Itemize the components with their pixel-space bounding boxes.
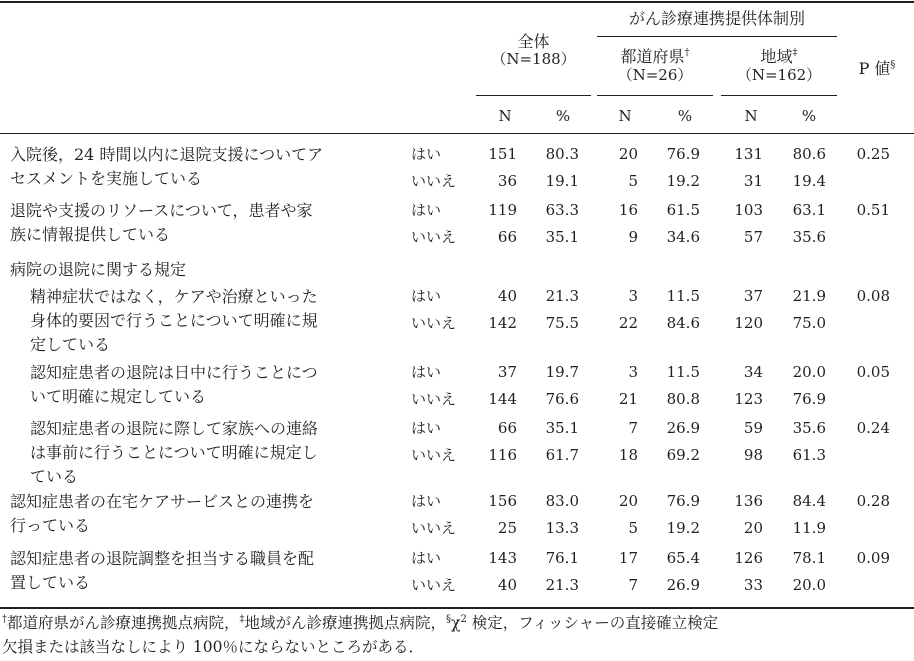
table-cell: 20 xyxy=(743,519,763,537)
table-cell: 131 xyxy=(734,145,763,163)
table-cell: 21.3 xyxy=(545,287,579,305)
answer-label: はい xyxy=(411,492,442,510)
table-cell: 126 xyxy=(734,549,763,567)
table-cell: 20 xyxy=(618,145,638,163)
table-cell: 5 xyxy=(628,172,638,190)
table-cell: 76.9 xyxy=(666,492,700,510)
table-cell: 66 xyxy=(497,228,517,246)
table-cell: 21 xyxy=(618,390,638,408)
answer-label: いいえ xyxy=(411,390,457,408)
col-pref-n: N xyxy=(618,107,632,125)
row-label-line: セスメントを実施している xyxy=(10,169,203,188)
table-cell: 37 xyxy=(497,363,517,381)
table-cell: 22 xyxy=(618,314,638,332)
table-cell: 76.1 xyxy=(545,549,579,567)
table-cell: 103 xyxy=(734,201,763,219)
table-cell: 33 xyxy=(743,576,763,594)
table-cell: 3 xyxy=(628,363,638,381)
p-value-cell: 0.25 xyxy=(856,145,890,163)
footnote-line-2: 欠損または該当なしにより 100％にならないところがある． xyxy=(2,638,425,656)
table-cell: 57 xyxy=(743,228,763,246)
table-cell: 59 xyxy=(743,419,763,437)
col-pref-pct: % xyxy=(677,107,693,125)
table-cell: 26.9 xyxy=(666,576,700,594)
table-cell: 25 xyxy=(497,519,517,537)
table-cell: 98 xyxy=(743,446,763,464)
total-n: （N=188） xyxy=(491,50,576,68)
table-cell: 31 xyxy=(743,172,763,190)
footnote-line-1: †都道府県がん診療連携拠点病院，‡地域がん診療連携拠点病院，$^\S\chi^2$ 検定，フィッシャーの直接確立検定 xyxy=(2,613,719,632)
table-cell: 76.6 xyxy=(545,390,579,408)
col-region-pct: % xyxy=(801,107,817,125)
table-cell: 37 xyxy=(743,287,763,305)
table-cell: 20.0 xyxy=(792,576,826,594)
table-cell: 80.6 xyxy=(792,145,826,163)
row-label-line: 行っている xyxy=(10,516,91,535)
table-cell: 19.2 xyxy=(666,172,700,190)
table-cell: 75.5 xyxy=(545,314,579,332)
table-cell: 80.3 xyxy=(545,145,579,163)
table-cell: 84.6 xyxy=(666,314,700,332)
answer-label: はい xyxy=(411,419,442,437)
table-cell: 65.4 xyxy=(666,549,700,567)
table-cell: 19.1 xyxy=(545,172,579,190)
table-cell: 5 xyxy=(628,519,638,537)
group-header-rule xyxy=(597,36,837,37)
dagger-mark: † xyxy=(684,47,690,59)
table-cell: 9 xyxy=(628,228,638,246)
table-cell: 61.7 xyxy=(545,446,579,464)
table-cell: 63.3 xyxy=(545,201,579,219)
region-label: 地域‡ xyxy=(760,47,798,66)
row-label-line: 認知症患者の退院に際して家族への連絡 xyxy=(30,419,319,438)
table-cell: 63.1 xyxy=(792,201,826,219)
header-bottom-rule xyxy=(0,133,914,134)
answer-label: はい xyxy=(411,363,442,381)
table-cell: 34.6 xyxy=(666,228,700,246)
answer-label: いいえ xyxy=(411,519,457,537)
answer-label: はい xyxy=(411,145,442,163)
answer-label: いいえ xyxy=(411,446,457,464)
region-subrule xyxy=(721,95,837,96)
table-cell: 35.6 xyxy=(792,419,826,437)
table-cell: 143 xyxy=(488,549,517,567)
p-value-cell: 0.05 xyxy=(856,363,890,381)
table-cell: 136 xyxy=(734,492,763,510)
table-cell: 116 xyxy=(488,446,517,464)
row-label-line: 退院や支援のリソースについて，患者や家 xyxy=(10,201,313,220)
table-bottom-rule xyxy=(0,607,914,609)
top-rule xyxy=(0,1,914,3)
answer-label: いいえ xyxy=(411,228,457,246)
row-label-line: 認知症患者の在宅ケアサービスとの連携を xyxy=(10,492,315,511)
pvalue-label: P 値§ xyxy=(858,59,896,78)
table-cell: 61.5 xyxy=(666,201,700,219)
p-value-cell: 0.51 xyxy=(856,201,890,219)
table-cell: 142 xyxy=(488,314,517,332)
table-cell: 76.9 xyxy=(792,390,826,408)
table-cell: 7 xyxy=(628,419,638,437)
table-cell: 61.3 xyxy=(792,446,826,464)
table-cell: 21.9 xyxy=(792,287,826,305)
table-cell: 84.4 xyxy=(792,492,826,510)
section-heading: 病院の退院に関する規定 xyxy=(10,260,187,279)
table-cell: 144 xyxy=(488,390,517,408)
answer-label: いいえ xyxy=(411,172,457,190)
total-subrule xyxy=(476,95,591,96)
table-cell: 83.0 xyxy=(545,492,579,510)
table-cell: 34 xyxy=(743,363,763,381)
table-cell: 20.0 xyxy=(792,363,826,381)
table-cell: 76.9 xyxy=(666,145,700,163)
table-cell: 151 xyxy=(488,145,517,163)
table-cell: 123 xyxy=(734,390,763,408)
table-cell: 80.8 xyxy=(666,390,700,408)
group-title: がん診療連携提供体制別 xyxy=(628,9,805,28)
row-label-line: 置している xyxy=(10,573,91,592)
answer-label: はい xyxy=(411,287,442,305)
table-cell: 35.6 xyxy=(792,228,826,246)
row-label-line: 精神症状ではなく，ケアや治療といった xyxy=(30,287,318,306)
col-region-n: N xyxy=(744,107,758,125)
answer-label: はい xyxy=(411,549,442,567)
answer-label: はい xyxy=(411,201,442,219)
p-value-cell: 0.09 xyxy=(856,549,890,567)
table-cell: 69.2 xyxy=(666,446,700,464)
p-value-cell: 0.28 xyxy=(856,492,890,510)
table-cell: 19.2 xyxy=(666,519,700,537)
table-cell: 78.1 xyxy=(792,549,826,567)
table-cell: 18 xyxy=(618,446,638,464)
answer-label: いいえ xyxy=(411,314,457,332)
table-cell: 11.9 xyxy=(792,519,826,537)
total-label: 全体 xyxy=(517,32,550,51)
pref-subrule xyxy=(597,95,713,96)
table-cell: 36 xyxy=(497,172,517,190)
table-cell: 66 xyxy=(497,419,517,437)
row-label-line: 認知症患者の退院は日中に行うことにつ xyxy=(30,363,318,382)
table-cell: 19.7 xyxy=(545,363,579,381)
table-cell: 13.3 xyxy=(545,519,579,537)
table-cell: 156 xyxy=(488,492,517,510)
table-cell: 120 xyxy=(734,314,763,332)
table-cell: 26.9 xyxy=(666,419,700,437)
pref-label: 都道府県† xyxy=(620,47,690,66)
row-label-line: 身体的要因で行うことについて明確に規 xyxy=(30,311,318,330)
double-dagger-mark: ‡ xyxy=(792,47,798,59)
table-cell: 7 xyxy=(628,576,638,594)
answer-label: いいえ xyxy=(411,576,457,594)
row-label-line: いて明確に規定している xyxy=(30,387,207,406)
col-total-n: N xyxy=(498,107,512,125)
table-cell: 16 xyxy=(618,201,638,219)
table-cell: 17 xyxy=(618,549,638,567)
row-label-line: 入院後，24 時間以内に退院支援についてア xyxy=(10,145,324,164)
pref-n: （N=26） xyxy=(617,66,693,84)
table-cell: 19.4 xyxy=(792,172,826,190)
table-cell: 21.3 xyxy=(545,576,579,594)
table-cell: 11.5 xyxy=(666,287,700,305)
row-label-line: ている xyxy=(30,467,79,486)
row-label-line: 定している xyxy=(30,335,111,354)
p-value-cell: 0.08 xyxy=(856,287,890,305)
table-cell: 3 xyxy=(628,287,638,305)
p-value-cell: 0.24 xyxy=(856,419,890,437)
table-cell: 40 xyxy=(497,287,517,305)
row-label-line: 族に情報提供している xyxy=(10,225,171,244)
table-cell: 35.1 xyxy=(545,228,579,246)
table-cell: 20 xyxy=(618,492,638,510)
table-cell: 40 xyxy=(497,576,517,594)
row-label-line: 認知症患者の退院調整を担当する職員を配 xyxy=(10,549,315,568)
table-cell: 11.5 xyxy=(666,363,700,381)
row-label-line: は事前に行うことについて明確に規定し xyxy=(30,443,318,462)
table-cell: 119 xyxy=(488,201,517,219)
region-n: （N=162） xyxy=(736,66,822,84)
col-total-pct: % xyxy=(555,107,571,125)
table-cell: 75.0 xyxy=(792,314,826,332)
table-cell: 35.1 xyxy=(545,419,579,437)
section-mark: § xyxy=(890,59,896,71)
